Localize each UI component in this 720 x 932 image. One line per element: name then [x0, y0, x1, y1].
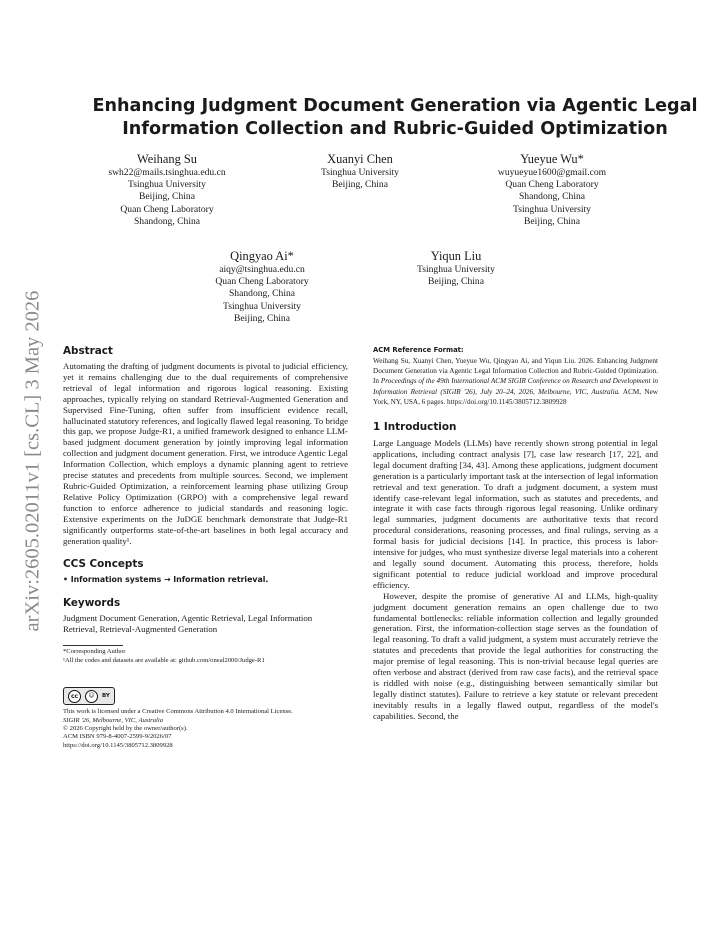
author-email: swh22@mails.tsinghua.edu.cn: [108, 167, 226, 178]
author-affiliation: Quan Cheng Laboratory: [120, 203, 214, 215]
reference-format-end: ACM, New York, NY, USA, 6 pages. https://doi.org/10.1145/3805712.3809928: [373, 387, 658, 406]
author-name: Yueyue Wu*: [520, 152, 584, 166]
author-location: Beijing, China: [234, 312, 290, 324]
author-location: Beijing, China: [332, 179, 388, 191]
author-block: [480, 152, 624, 228]
author-name: Xuanyi Chen: [327, 152, 393, 166]
ccs-text: • Information systems → Information retrieval.: [63, 575, 269, 585]
author-email: wuyueyue1600@gmail.com: [497, 167, 607, 178]
intro-paragraph-1: Large Language Models (LLMs) have recently shown strong potential in legal applications, including contract analysis [7], case law research [17, 22], and legal document drafting [34, 43]. Among these applications, judgment document generation is a particularly important task at the intersection of legal information retrieval and text generation. To draft a judgment document, a system must identify case-relevant legal information, such as statutes and precedents, and integrate it with case facts through rigorous legal reasoning. Unlike ordinary legal summaries, judgment documents are authoritative texts that record procedural considerations, reasoning processes, and final rulings, serving as a formal basis for judicial decisions [14]. In practice, this process is labor-intensive for judges, who must synthesize diverse legal materials into a coherent and legally sound document. Automating this process, therefore, holds significant potential to reduce judicial workload and improve procedural efficiency.: [373, 438, 658, 590]
author-block: [190, 249, 334, 325]
title-line-1: Enhancing Judgment Document Generation via Agentic Legal: [92, 96, 698, 116]
keywords-heading: Keywords: [63, 597, 121, 610]
doi-line: https://doi.org/10.1145/3805712.3809928: [63, 741, 173, 749]
author-location: Shandong, China: [518, 191, 586, 203]
cc-icon: cc: [68, 690, 81, 703]
footnote-corresponding: *Corresponding Author: [63, 648, 126, 656]
reference-format-italic: Proceedings of the 49th International ACM SIGIR Conference on Research and Development in Information Retrieval (SIGIR '26), July 20–24, 2026, Melbourne, VIC, Australia.: [373, 377, 658, 396]
copyright-line: © 2026 Copyright held by the owner/author(s).: [63, 724, 188, 732]
author-email: aiqy@tsinghua.edu.cn: [219, 264, 305, 275]
by-label: BY: [102, 693, 110, 700]
author-affiliation: Tsinghua University: [513, 203, 591, 215]
abstract-text: Automating the drafting of judgment documents is pivotal to judicial efficiency, yet it remains challenging due to the dual requirements of comprehensive retrieval of legal information and rigorous logical reasoning. Existing approaches, typically relying on standard Retrieval-Augmented Generation and Supervised Fine-Tuning, often suffer from insufficient evidence recall, hallucinated statutory references, and logically flawed legal reasoning. To bridge this gap, we propose Judge-R1, a unified framework designed to enhance LLM-based judgment document generation by jointly improving legal information collection and judgment document generation. First, we introduce Agentic Legal Information Collection, which employs a dynamic planning agent to retrieve precise statutes and precedents from multiple sources. Second, we implement Rubric-Guided Optimization, a reinforcement learning phase utilizing Group Relative Policy Optimization (GRPO) with a comprehensive legal reward function to enforce adherence to judicial standards and reasoning logic. Extensive experiments on the JuDGE benchmark demonstrate that Judge-R1 significantly outperforms state-of-the-art baselines in both legal accuracy and generation quality¹.: [63, 361, 348, 546]
person-icon: ☺: [85, 690, 98, 703]
reference-format-plain: Weihang Su, Xuanyi Chen, Yueyue Wu, Qingyao Ai, and Yiqun Liu. 2026. Enhancing Judgment Document Generation via Agentic Legal Information Collection and Rubric-Guided Optimization. In: [373, 357, 658, 386]
ccs-heading: CCS Concepts: [63, 558, 144, 571]
paper-title: [70, 95, 720, 141]
arxiv-sidebar: [16, 256, 50, 666]
author-location: Beijing, China: [428, 276, 484, 288]
author-location: Beijing, China: [139, 191, 195, 203]
keywords-text: Judgment Document Generation, Agentic Retrieval, Legal Information Retrieval, Retrieval-Augmented Generation: [63, 613, 313, 635]
author-name: Yiqun Liu: [430, 249, 482, 263]
author-affiliation: Quan Cheng Laboratory: [215, 276, 309, 288]
author-affiliation: Quan Cheng Laboratory: [505, 179, 599, 191]
author-location: Shandong, China: [133, 215, 201, 227]
author-affiliation: Tsinghua University: [128, 179, 206, 191]
author-affiliation: Tsinghua University: [223, 300, 301, 312]
venue-line: SIGIR '26, Melbourne, VIC, Australia: [63, 716, 164, 724]
author-block: [290, 152, 430, 191]
left-column: [63, 345, 348, 750]
author-name: Weihang Su: [137, 152, 197, 166]
reference-format-text: [373, 356, 658, 407]
right-column: [373, 346, 658, 722]
arxiv-identifier: arXiv:2605.02011v1 [cs.CL] 3 May 2026: [21, 290, 44, 632]
cc-license-badge: [63, 685, 348, 706]
license-line: This work is licensed under a Creative Commons Attribution 4.0 International License.: [63, 708, 293, 716]
author-name: Qingyao Ai*: [230, 249, 294, 263]
abstract-heading: Abstract: [63, 345, 113, 357]
title-line-2: Information Collection and Rubric-Guided Optimization: [122, 119, 668, 139]
isbn-line: ACM ISBN 979-8-4007-2599-9/2026/07: [63, 733, 172, 741]
footnote-code: ¹All the codes and datasets are available at: github.com/oneal2000/Judge-R1: [63, 656, 265, 664]
cc-badge-icon: [63, 687, 115, 705]
author-affiliation: Tsinghua University: [321, 167, 399, 178]
introduction-heading: 1 Introduction: [373, 421, 457, 434]
author-location: Shandong, China: [228, 288, 296, 300]
footnote-rule: [63, 645, 123, 646]
author-block: [95, 152, 239, 228]
author-block: [386, 249, 526, 288]
author-affiliation: Tsinghua University: [417, 264, 495, 275]
intro-paragraph-2: However, despite the promise of generative AI and LLMs, high-quality judgment document generation remains an open challenge due to two fundamental bottlenecks: reliable information collection and legally grounded generation. First, the information-collection stage serves as the foundation of legal reasoning. To draft a valid judgment, a system must accurately retrieve the statutes and precedents that provide the legal authorities for constructing the major premise of legal reasoning. This is non-trivial because legal queries are often verbose and abstract (derived from raw case facts), and the retrieval space is riddled with noise (e.g., distinguishing between semantically similar but legally distinct statutes). Failure to retrieve a key statute or relevant precedent inevitably results in a legally flawed output, regardless of the model's capabilities. Second, the: [373, 590, 658, 721]
reference-format-heading: ACM Reference Format:: [373, 346, 464, 354]
author-location: Beijing, China: [524, 215, 580, 227]
